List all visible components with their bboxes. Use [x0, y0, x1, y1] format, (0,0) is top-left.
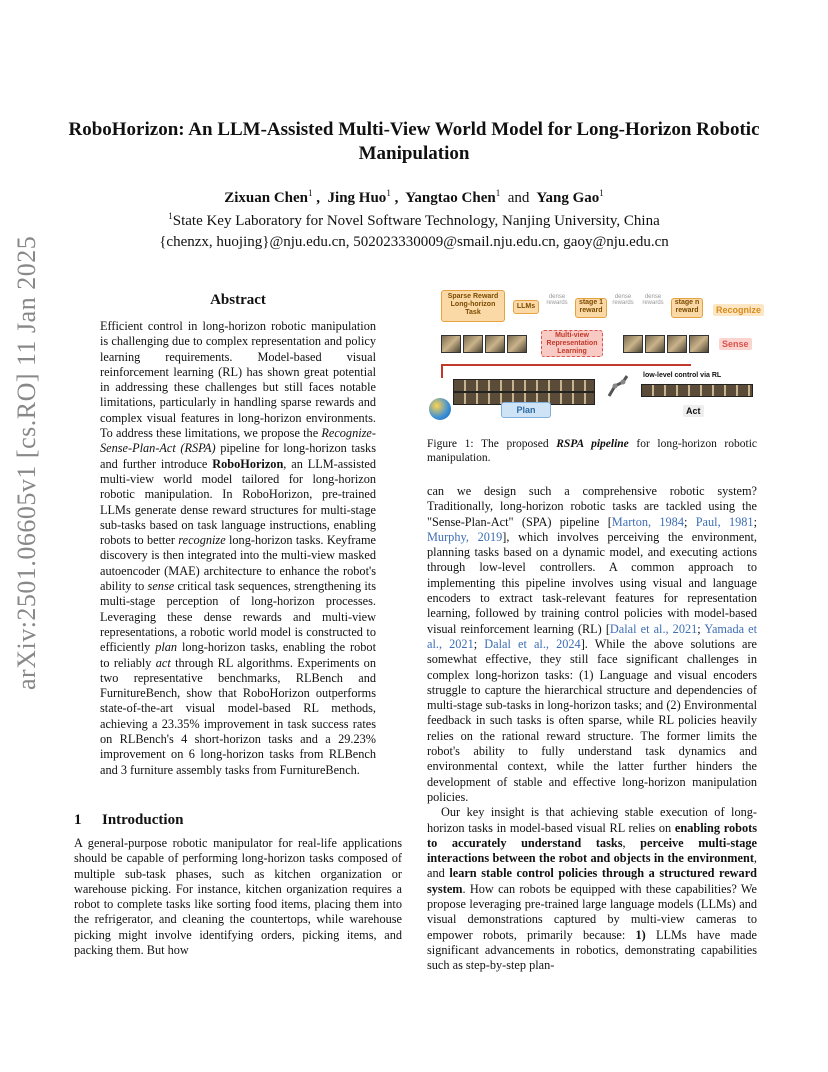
figure-caption: Figure 1: The proposed RSPA pipeline for long-horizon robotic manipulation. [427, 438, 757, 464]
author-list: Zixuan Chen$^1$ , Jing Huo$^1$ , Yangtao Chen$^1$ and Yang Gao$^1$ [224, 188, 604, 206]
author-affil-mark: 1 [495, 188, 501, 198]
view-thumbnail [485, 335, 505, 353]
low-level-control-label: low-level control via RL [643, 372, 722, 379]
dense-rewards-label: dense rewards [546, 294, 568, 306]
section-title: Introduction [102, 812, 184, 828]
author-name: Zixuan Chen [224, 190, 309, 206]
keyframe-strip [641, 384, 753, 397]
emphasis-text: 1) [635, 927, 646, 942]
paragraph: can we design such a comprehensive robotic system? Traditionally, long-horizon robotic tasks are tackled using the "Sense-Plan-Act" (SPA) pipeline [Marton, 1984; Paul, 1981; Murphy, 2019], which involves perceiving the environment, planning tasks based on a dynamic model, and executing actions through low-level controllers. A common approach to implementing this pipeline involves using visual and language encoders to extract task-relevant features for representation learning, followed by training control policies with model-based visual reinforcement learning (RL) [Dalal et al., 2021; Yamada et al., 2021; Dalal et al., 2024]. While the above solutions are somewhat effective, they still face significant challenges in complex long-horizon tasks: (1) Language and visual encoders struggle to capture the hierarchical structure and dependencies of multi-stage sub-tasks in long-horizon tasks; and (2) Environmental feedback in such tasks is often sparse, while RL policies heavily relies on the rational reward structure. The former limits the robot's ability to fully understand task dynamics and environmental context, while the latter further hinders the development of stable and effective long-horizon manipulation policies. [427, 484, 758, 804]
sparse-task-box: Sparse Reward Long-horizon Task [441, 290, 505, 322]
paragraph: Our key insight is that achieving stable execution of long-horizon tasks in model-based visual RL relies on enabling robots to accurately understand tasks, perceive multi-stage interactions between the robot and objects in the environment, and learn stable control policies through a structured reward system. How can robots be equipped with these capabilities? We propose leveraging pre-trained large language models (LLMs) and visual demonstrations captured by multi-view cameras to empower robots, primarily because: 1) LLMs have made significant advancements in robotics, demonstrating capabilities such as step-by-step plan- [427, 805, 758, 973]
dense-rewards-label: dense rewards [642, 294, 664, 306]
author-and: and [507, 190, 530, 206]
arxiv-stamp: arXiv:2501.06605v1 [cs.RO] 11 Jan 2025 [12, 235, 41, 690]
plan-label: Plan [501, 402, 551, 418]
abstract-body: Efficient control in long-horizon robotic manipulation is challenging due to complex representation and policy learning requirements. Model-based visual reinforcement learning (RL) has shown great potential in addressing these challenges but still faces notable limitations, particularly in handling sparse rewards and complex visual features in long-horizon environments. To address these limitations, we propose the Recognize-Sense-Plan-Act (RSPA) pipeline for long-horizon tasks and further introduce RoboHorizon, an LLM-assisted multi-view world model tailored for long-horizon robotic manipulation. In RoboHorizon, pre-trained LLMs generate dense reward structures for multi-stage sub-tasks based on task language instructions, enabling robots to better recognize long-horizon tasks. Keyframe discovery is then integrated into the multi-view masked autoencoder (MAE) architecture to enhance the robot's ability to sense critical task sequences, strengthening its multi-stage perception of long-horizon processes. Leveraging these dense rewards and multi-view representations, a robotic world model is constructed to efficiently plan long-horizon tasks, enabling the robot to reliably act through RL algorithms. Experiments on two representative benchmarks, RLBench and FurnitureBench, show that RoboHorizon outperforms state-of-the-art visual model-based RL methods, achieving a 23.35% improvement in task success rates on RLBench's 4 short-horizon tasks and a 29.23% improvement on 6 long-horizon tasks from RLBench and 3 furniture assembly tasks from FurnitureBench. [100, 319, 377, 777]
recognize-label: Recognize [713, 304, 764, 316]
author-name: Jing Huo [327, 190, 387, 206]
author-affil-mark: 1 [386, 188, 391, 198]
email-list: {chenzx, huojing}@nju.edu.cn, 502023330009@smail.nju.edu.cn, gaoy@nju.edu.cn [159, 234, 669, 250]
stagen-reward-box: stage n reward [671, 298, 703, 318]
view-thumbnail [463, 335, 483, 353]
section-heading-introduction [74, 812, 183, 829]
flow-arrow [441, 364, 691, 366]
author-affil-mark: 1 [308, 188, 313, 198]
globe-icon [429, 398, 451, 420]
affil-mark: 1 [168, 211, 173, 221]
flow-arrow [441, 364, 443, 378]
paper-title: RoboHorizon: An LLM-Assisted Multi-View World Model for Long-Horizon Robotic Manipulation [68, 119, 760, 164]
affiliation-text: State Key Laboratory for Novel Software Technology, Nanjing University, China [172, 213, 660, 229]
emphasis-text: enabling robots to accurately understand tasks [427, 820, 758, 850]
view-thumbnail [507, 335, 527, 353]
introduction-body: A general-purpose robotic manipulator for real-life applications should be capable of performing long-horizon tasks composed of multiple sub-task phases, such as kitchen organization or warehouse picking. For instance, kitchen organization requires a robot to complete tasks like sorting food items, placing them into the refrigerator, and cleaning the countertops, while warehouse picking might involve identifying orders, picking items, and packing them. But how [74, 836, 402, 958]
right-column-body [427, 484, 757, 974]
llms-box: LLMs [513, 300, 539, 314]
sense-label: Sense [719, 338, 752, 350]
emphasis-text: perceive multi-stage interactions between the robot and objects in the environment [427, 835, 757, 866]
citation-link[interactable]: Paul, 1981 [695, 514, 754, 529]
figure-rspa-pipeline [427, 288, 767, 428]
author-affil-mark: 1 [599, 188, 604, 198]
keyframe-strip [453, 379, 595, 392]
view-thumbnail [623, 335, 643, 353]
citation-link[interactable]: Yamada et al., 2021 [427, 621, 757, 651]
citation-link[interactable]: Dalal et al., 2021 [609, 621, 698, 636]
affiliation [60, 211, 768, 230]
view-thumbnail [645, 335, 665, 353]
section-number: 1 [74, 812, 82, 828]
stage1-reward-box: stage 1 reward [575, 298, 607, 318]
view-thumbnail [689, 335, 709, 353]
act-label: Act [683, 405, 704, 417]
citation-link[interactable]: Marton, 1984 [611, 514, 684, 529]
abstract-heading: Abstract [210, 292, 266, 308]
citation-link[interactable]: Dalal et al., 2024 [484, 636, 581, 651]
view-thumbnail [441, 335, 461, 353]
view-thumbnail [667, 335, 687, 353]
author-name: Yangtao Chen [405, 190, 496, 206]
emphasis-text: learn stable control policies through a structured reward system [427, 866, 757, 896]
multiview-representation-box: Multi-view Representation Learning [541, 330, 603, 357]
citation-link[interactable]: Murphy, 2019 [427, 529, 503, 544]
author-name: Yang Gao [536, 190, 600, 206]
dense-rewards-label: dense rewards [612, 294, 634, 306]
robot-arm-icon [605, 372, 631, 398]
